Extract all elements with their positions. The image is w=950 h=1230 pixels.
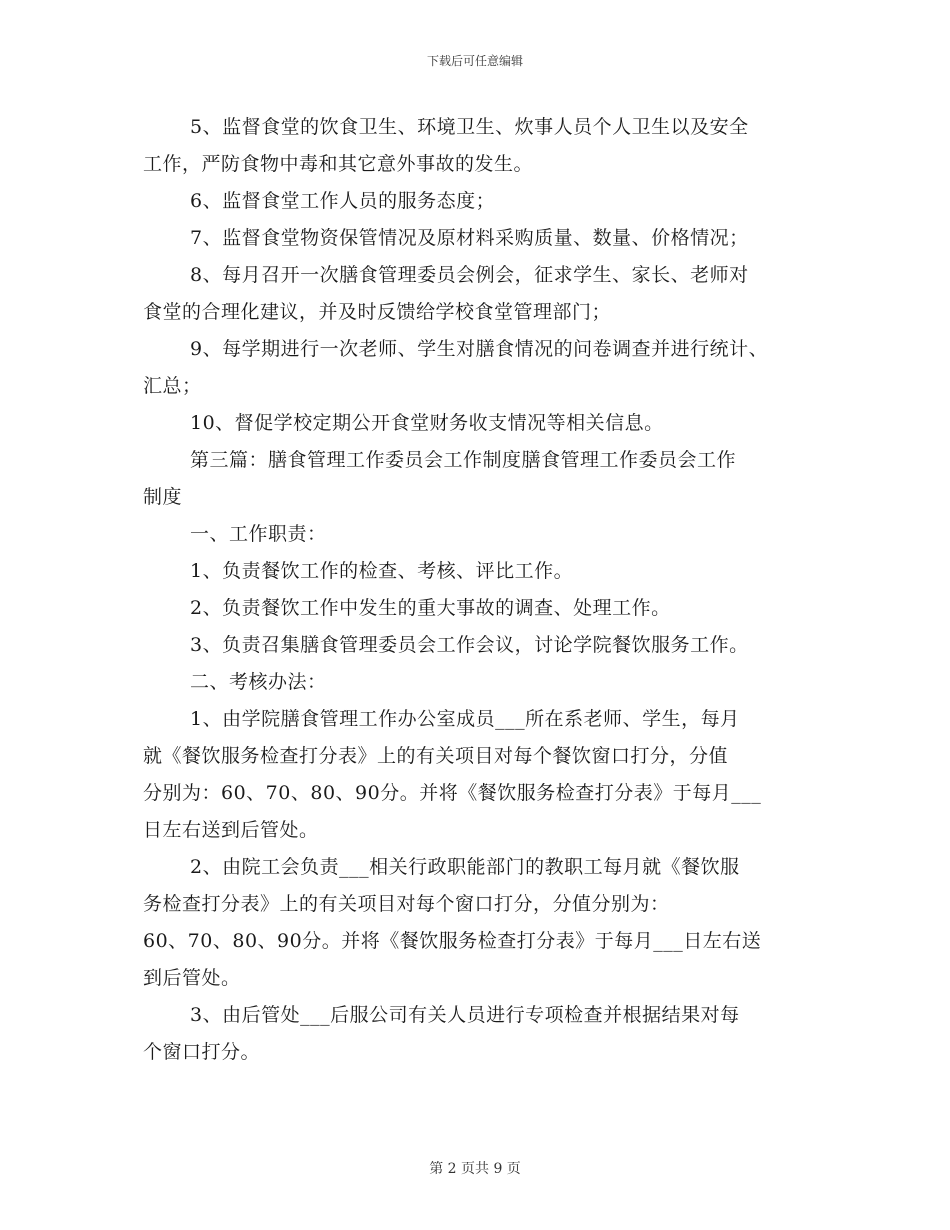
text-line: 1、由学院膳食管理工作办公室成员___所在系老师、学生，每月 <box>190 708 740 730</box>
text-line: 一、工作职责： <box>190 523 327 545</box>
text-line: 8、每月召开一次膳食管理委员会例会，征求学生、家长、老师对 <box>190 264 749 286</box>
text-line: 个窗口打分。 <box>143 1041 261 1063</box>
text-line: 务检查打分表》上的有关项目对每个窗口打分，分值分别为： <box>143 893 670 915</box>
text-line: 日左右送到后管处。 <box>143 819 319 841</box>
text-line: 工作，严防食物中毒和其它意外事故的发生。 <box>143 153 534 175</box>
text-line: 6、监督食堂工作人员的服务态度； <box>190 190 496 212</box>
text-line: 2、由院工会负责___相关行政职能部门的教职工每月就《餐饮服 <box>190 856 740 878</box>
text-line: 二、考核办法： <box>190 671 327 693</box>
text-line: 汇总； <box>143 375 202 397</box>
text-line: 9、每学期进行一次老师、学生对膳食情况的问卷调查并进行统计、 <box>190 338 769 360</box>
document-body <box>143 109 815 1071</box>
page-footer: 第 2 页共 9 页 <box>429 1161 521 1177</box>
text-line: 7、监督食堂物资保管情况及原材料采购质量、数量、价格情况； <box>190 227 749 249</box>
text-line: 制度 <box>143 486 183 508</box>
text-line: 第三篇：膳食管理工作委员会工作制度膳食管理工作委员会工作 <box>190 449 737 471</box>
text-line: 食堂的合理化建议，并及时反馈给学校食堂管理部门； <box>143 301 612 323</box>
text-line: 60、70、80、90分。并将《餐饮服务检查打分表》于每月___日左右送 <box>143 930 762 952</box>
text-line: 分别为：60、70、80、90分。并将《餐饮服务检查打分表》于每月___ <box>143 782 762 804</box>
text-line: 10、督促学校定期公开食堂财务收支情况等相关信息。 <box>190 412 664 434</box>
text-line: 2、负责餐饮工作中发生的重大事故的调查、处理工作。 <box>190 597 671 619</box>
text-line: 5、监督食堂的饮食卫生、环境卫生、炊事人员个人卫生以及安全 <box>190 116 749 138</box>
text-line: 3、由后管处___后服公司有关人员进行专项检查并根据结果对每 <box>190 1004 740 1026</box>
text-line: 就《餐饮服务检查打分表》上的有关项目对每个餐饮窗口打分，分值 <box>143 745 729 767</box>
page-header: 下载后可任意编辑 <box>426 54 523 68</box>
text-line: 到后管处。 <box>143 967 241 989</box>
text-line: 3、负责召集膳食管理委员会工作会议，讨论学院餐饮服务工作。 <box>190 634 749 656</box>
text-line: 1、负责餐饮工作的检查、考核、评比工作。 <box>190 560 574 582</box>
